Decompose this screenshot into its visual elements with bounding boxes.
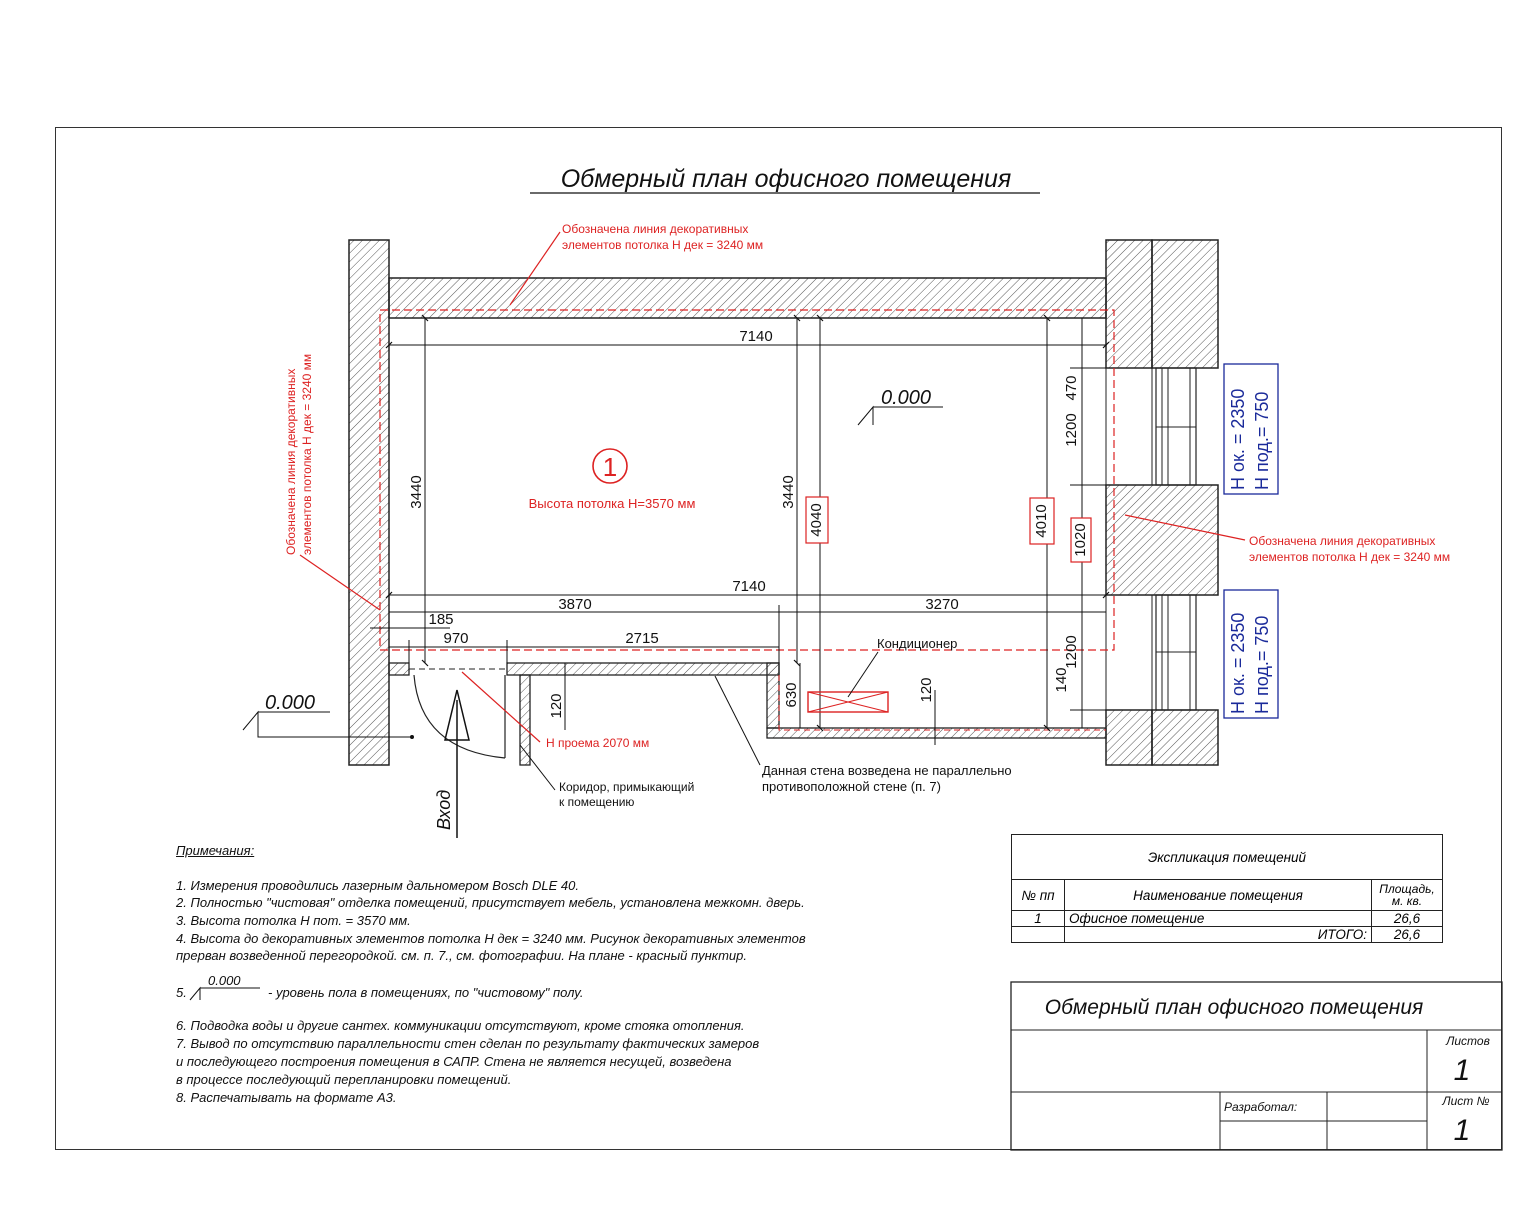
dim-185: 185 — [428, 611, 454, 628]
note-7-cont-a: и последующего построения помещения в САПР. Стена не является несущей, возведена — [176, 1054, 732, 1069]
deco-ceiling-line — [380, 310, 1114, 650]
dim-top-width: 7140 — [739, 328, 773, 345]
notes-level-value: 0.000 — [208, 973, 241, 988]
total-label: ИТОГО: — [1065, 927, 1372, 943]
row-area: 26,6 — [1372, 911, 1443, 927]
dim-win-470: 470 — [1063, 375, 1080, 401]
row-name: Офисное помещение — [1065, 911, 1372, 927]
note-4: 4. Высота до декоративных элементов потолка Н дек = 3240 мм. Рисунок декоративных элементов — [176, 931, 806, 946]
total-row — [1012, 927, 1443, 943]
drawing-title: Обмерный план офисного помещения — [560, 165, 1012, 193]
col-area-header: Площадь, м. кв. — [1372, 880, 1443, 911]
sheet-no-label: Лист № — [1442, 1094, 1490, 1108]
partition-step — [767, 663, 779, 728]
dim-left-segment: 3870 — [558, 596, 592, 613]
note-4-cont: прерван возведенной перегородкой. см. п. 7., см. фотографии. На плане - красный пунктир. — [176, 948, 747, 963]
window-upper — [1106, 368, 1196, 485]
deco-left-line2: элементов потолка Н дек = 3240 мм — [300, 353, 314, 555]
leader-wall-note — [715, 676, 760, 765]
dim-pier-1020: 1020 — [1072, 523, 1089, 557]
sheets-value: 1 — [1453, 1054, 1471, 1087]
explication-title: Экспликация помещений — [1012, 835, 1443, 880]
window-lower-h-ok: Н ок. = 2350 — [1228, 612, 1248, 714]
explication-table — [1011, 834, 1443, 943]
deco-right-line2: элементов потолка Н дек = 3240 мм — [1249, 550, 1451, 564]
dim-win-1200-a: 1200 — [1063, 413, 1080, 447]
leader-ac — [848, 652, 878, 697]
dim-mid-height: 3440 — [780, 475, 797, 509]
note-3: 3. Высота потолка Н пот. = 3570 мм. — [176, 913, 411, 928]
wall-right-top-outer — [1152, 240, 1218, 368]
deco-top-line2: элементов потолка Н дек = 3240 мм — [562, 238, 764, 252]
deco-left-line1: Обозначена линия декоративных — [284, 368, 298, 555]
note-2: 2. Полностью "чистовая" отделка помещений, присутствует мебель, установлена межкомн. дверь. — [176, 895, 805, 910]
sheets-label: Листов — [1446, 1034, 1490, 1048]
room-level-label: 0.000 — [881, 387, 932, 409]
dim-mid-height-red: 4040 — [808, 503, 825, 537]
dim-left-height: 3440 — [408, 475, 425, 509]
entrance-label: Вход — [434, 789, 454, 830]
note-1: 1. Измерения проводились лазерным дальномером Bosch DLE 40. — [176, 878, 579, 893]
deco-right-line1: Обозначена линия декоративных — [1249, 534, 1436, 548]
corridor-line1: Коридор, примыкающий — [559, 780, 695, 794]
note-6: 6. Подводка воды и другие сантех. коммуникации отсутствуют, кроме стояка отопления. — [176, 1018, 745, 1033]
wall-note-line2: противоположной стене (п. 7) — [762, 779, 941, 794]
table-row — [1012, 911, 1443, 927]
dim-right-height-red: 4010 — [1033, 504, 1050, 538]
wall-right-top — [1106, 240, 1152, 368]
room-ceiling-label: Высота потолка Н=3570 мм — [528, 496, 696, 511]
dim-wall-120-b: 120 — [918, 677, 935, 703]
col-name-header: Наименование помещения — [1065, 880, 1372, 911]
opening-label: Н проема 2070 мм — [546, 736, 650, 750]
corridor-line2: к помещению — [559, 795, 635, 809]
window-upper-h-ok: Н ок. = 2350 — [1228, 388, 1248, 490]
note-7: 7. Вывод по отсутствию параллельности стен сделан по результату фактических замеров — [176, 1036, 760, 1051]
total-spacer — [1012, 927, 1065, 943]
wall-left — [349, 240, 389, 765]
note-5: - уровень пола в помещениях, по "чистовому" полу. — [268, 985, 584, 1000]
notes-heading: Примечания: — [176, 843, 255, 858]
developed-label: Разработал: — [1224, 1100, 1298, 1114]
note-7-cont-b: в процессе последующий перепланировки помещений. — [176, 1072, 512, 1087]
dim-win-1200-b: 1200 — [1063, 635, 1080, 669]
wall-right-bottom — [1106, 710, 1152, 765]
deco-top-line1: Обозначена линия декоративных — [562, 222, 749, 236]
title-block-title: Обмерный план офисного помещения — [1044, 996, 1424, 1019]
window-lower — [1106, 595, 1196, 710]
total-value: 26,6 — [1372, 927, 1443, 943]
level-mark-notes-icon — [190, 988, 260, 1000]
leader-corridor — [520, 745, 555, 790]
dim-wall-120-a: 120 — [548, 693, 565, 719]
dim-bottom-140: 140 — [1053, 667, 1070, 693]
dim-bottom-width: 7140 — [732, 578, 766, 595]
wall-top — [389, 278, 1106, 318]
note-8: 8. Распечатывать на формате А3. — [176, 1090, 397, 1105]
dim-step-630: 630 — [783, 682, 800, 708]
room-number: 1 — [602, 452, 618, 482]
window-lower-h-pod: Н под.= 750 — [1252, 615, 1272, 714]
outer-level-label: 0.000 — [265, 692, 316, 714]
col-num-header: № пп — [1012, 880, 1065, 911]
row-num: 1 — [1012, 911, 1065, 927]
wall-right-bottom-outer — [1152, 710, 1218, 765]
level-mark-room-icon — [858, 407, 943, 425]
wall-right-pier — [1106, 485, 1218, 595]
sheet-no-value: 1 — [1453, 1114, 1471, 1147]
wall-note-line1: Данная стена возведена не параллельно — [762, 763, 1012, 778]
window-upper-h-pod: Н под.= 750 — [1252, 391, 1272, 490]
partition-mid — [507, 663, 779, 675]
partition-left-stub — [389, 663, 409, 675]
dim-door-970: 970 — [443, 630, 469, 647]
door-swing-arc — [414, 675, 505, 758]
dim-wall-2715: 2715 — [625, 630, 659, 647]
dim-right-segment: 3270 — [925, 596, 959, 613]
ac-label: Кондиционер — [877, 636, 958, 651]
note-5-num: 5. — [176, 985, 187, 1000]
